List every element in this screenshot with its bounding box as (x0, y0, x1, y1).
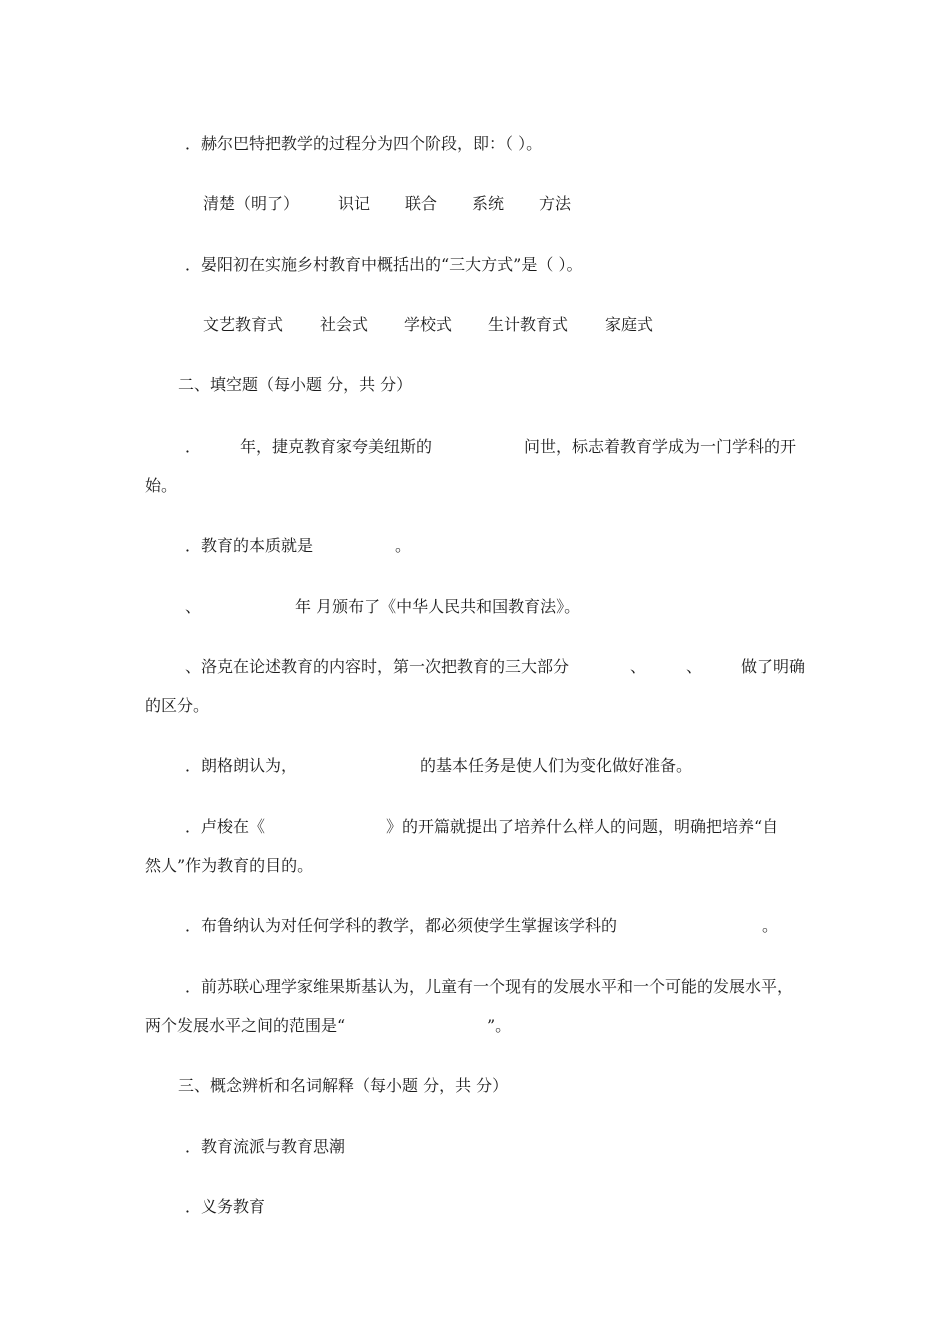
q1-option-5: 方法 (539, 194, 572, 213)
fill-4-sep-2: 、 (686, 657, 703, 676)
q1-option-4: 系统 (472, 194, 505, 213)
fill-6-text-b: 》的开篇就提出了培养什么样人的问题，明确把培养“自 (386, 817, 779, 836)
fill-8-end: ”。 (487, 1016, 512, 1035)
fill-2-text: ．教育的本质就是 (185, 536, 314, 555)
fill-4-text-c: 的区分。 (145, 696, 210, 715)
concept-2: ．义务教育 (185, 1197, 266, 1216)
section-2-title: 二、填空题（每小题 分，共 分） (178, 375, 413, 394)
section-3-title: 三、概念辨析和名词解释（每小题 分，共 分） (178, 1076, 509, 1095)
fill-4-text-b: 做了明确 (741, 657, 806, 676)
fill-8-text-b: 两个发展水平之间的范围是“ (145, 1016, 346, 1035)
question-1: ．赫尔巴特把教学的过程分为四个阶段，即：（ ）。 (185, 134, 543, 153)
fill-3-marker: 、 (185, 597, 202, 616)
fill-1-text-c: 始。 (145, 476, 178, 495)
fill-1-text-a: 年，捷克教育家夸美纽斯的 (240, 437, 433, 456)
q2-option-3: 学校式 (404, 315, 453, 334)
fill-3-text: 年 月颁布了《中华人民共和国教育法》。 (295, 597, 581, 616)
fill-7-text: ．布鲁纳认为对任何学科的教学，都必须使学生掌握该学科的 (185, 916, 618, 935)
fill-6-text-a: ．卢梭在《 (185, 817, 266, 836)
concept-1: ．教育流派与教育思潮 (185, 1137, 346, 1156)
question-2: ．晏阳初在实施乡村教育中概括出的“三大方式”是（ ）。 (185, 255, 583, 274)
q2-option-2: 社会式 (320, 315, 369, 334)
fill-4-sep-1: 、 (630, 657, 647, 676)
q2-option-4: 生计教育式 (488, 315, 569, 334)
fill-5-text-a: ．朗格朗认为， (185, 756, 298, 775)
fill-2-end: 。 (395, 536, 412, 555)
fill-4-text-a: 、洛克在论述教育的内容时，第一次把教育的三大部分 (185, 657, 570, 676)
fill-1-marker: ． (185, 437, 202, 456)
fill-6-text-c: 然人”作为教育的目的。 (145, 856, 314, 875)
fill-5-text-b: 的基本任务是使人们为变化做好准备。 (420, 756, 693, 775)
q2-option-1: 文艺教育式 (203, 315, 284, 334)
q1-option-3: 联合 (405, 194, 438, 213)
fill-1-text-b: 问世，标志着教育学成为一门学科的开 (524, 437, 797, 456)
fill-7-end: 。 (762, 916, 779, 935)
fill-8-text-a: ．前苏联心理学家维果斯基认为，儿童有一个现有的发展水平和一个可能的发展水平， (185, 977, 794, 996)
q1-option-2: 识记 (338, 194, 371, 213)
q2-option-5: 家庭式 (605, 315, 654, 334)
q1-option-1: 清楚（明了） (203, 194, 300, 213)
